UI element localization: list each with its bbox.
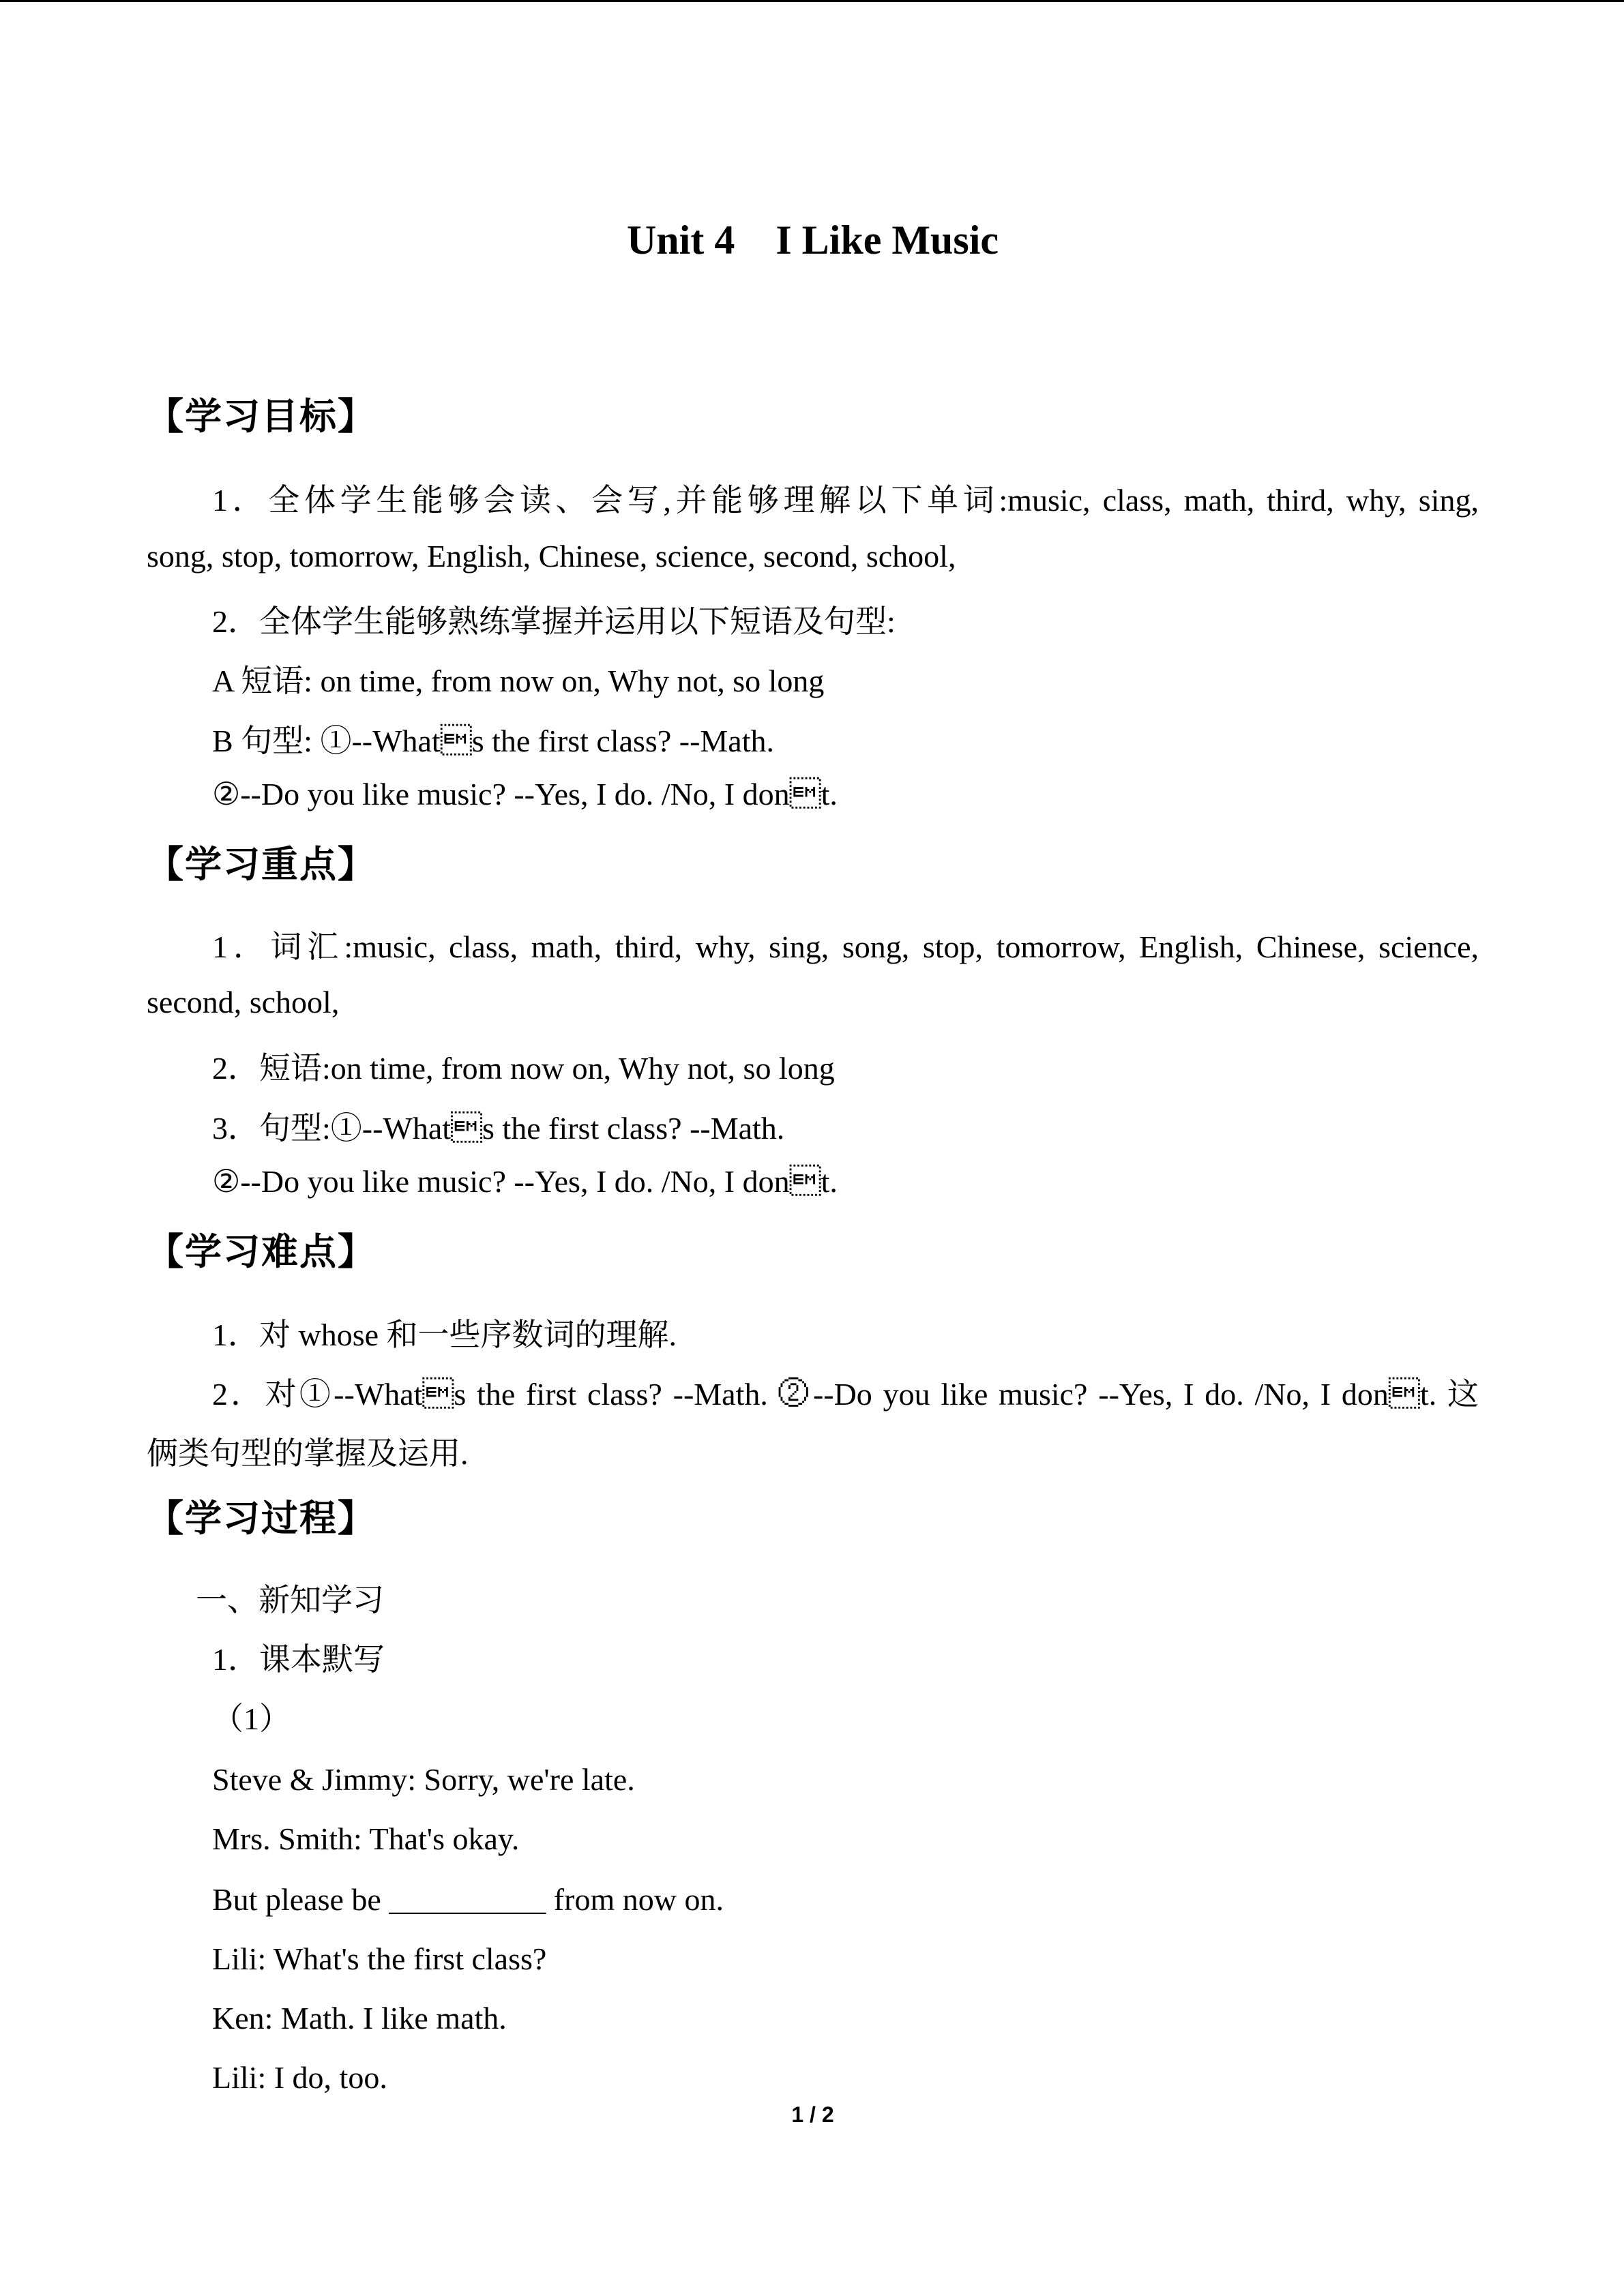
objectives-line-1: 1．全体学生能够会读、会写,并能够理解以下单词:music, class, math, third, why, sing, xyxy=(212,483,1479,518)
heading-learning-process: 【学习过程】 xyxy=(147,1497,376,1540)
heading-key-points: 【学习重点】 xyxy=(147,843,376,886)
objectives-line-3: 2．全体学生能够熟练掌握并运用以下短语及句型: xyxy=(212,604,896,639)
objectives-sentence-1: B 句型: ①--Whats the first class? --Math. xyxy=(212,724,774,758)
page-number: 1 / 2 xyxy=(791,2102,834,2127)
objectives-line-2: song, stop, tomorrow, English, Chinese, science, second, school, xyxy=(147,539,956,573)
dialogue-line-1: Steve & Jimmy: Sorry, we're late. xyxy=(212,1762,635,1797)
heading-difficulties: 【学习难点】 xyxy=(147,1230,376,1273)
keypoints-line-2: second, school, xyxy=(147,985,340,1019)
document-title: Unit 4 I Like Music xyxy=(626,218,999,263)
keypoints-sentence-2: ②--Do you like music? --Yes, I do. /No, I dont. xyxy=(212,1164,838,1199)
heading-learning-objectives: 【学习目标】 xyxy=(147,395,376,438)
objectives-phrases: A 短语: on time, from now on, Why not, so long xyxy=(212,664,825,698)
keypoints-sentence-1: 3．句型:①--Whats the first class? --Math. xyxy=(212,1111,785,1146)
difficulties-line-2: 2．对①--Whats the first class? --Math. ②--Do you like music? --Yes, I do. /No, I dont. 这 xyxy=(212,1377,1479,1412)
difficulties-line-1: 1．对 whose 和一些序数词的理解. xyxy=(212,1317,677,1352)
dialogue-line-2: Mrs. Smith: That's okay. xyxy=(212,1821,520,1856)
objectives-sentence-2: ②--Do you like music? --Yes, I do. /No, I dont. xyxy=(212,777,838,811)
dialogue-line-6: Lili: I do, too. xyxy=(212,2060,387,2095)
process-subheading: 一、新知学习 xyxy=(196,1583,384,1617)
process-item-1: 1．课本默写 xyxy=(212,1642,385,1677)
top-border-line xyxy=(0,0,1624,2)
difficulties-line-3: 俩类句型的掌握及运用. xyxy=(147,1436,469,1471)
process-item-number: （1） xyxy=(212,1701,291,1736)
dialogue-line-5: Ken: Math. I like math. xyxy=(212,2001,507,2036)
dialogue-line-4: Lili: What's the first class? xyxy=(212,1941,547,1976)
keypoints-line-1: 1．词汇:music, class, math, third, why, sing, song, stop, tomorrow, English, Chinese, science, xyxy=(212,929,1479,964)
dialogue-line-3: But please be __________ from now on. xyxy=(212,1882,724,1917)
keypoints-phrases: 2．短语:on time, from now on, Why not, so long xyxy=(212,1051,835,1086)
